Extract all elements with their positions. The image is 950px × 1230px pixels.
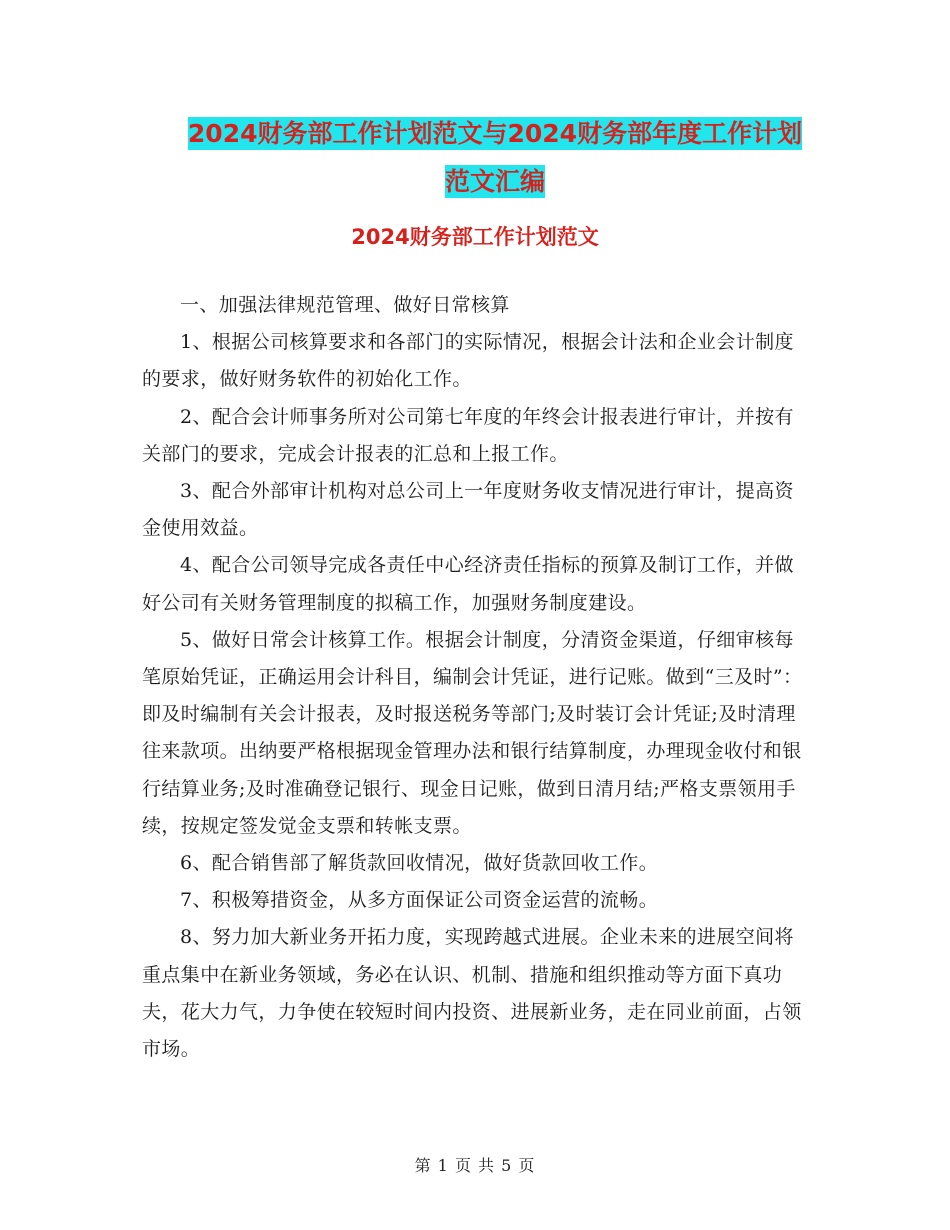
paragraph: 3、配合外部审计机构对总公司上一年度财务收支情况进行审计，提高资金使用效益。 [142, 480, 794, 540]
section-title: 2024财务部工作计划范文 [351, 225, 599, 249]
page-number-footer: 第 1 页 共 5 页 [414, 1156, 536, 1175]
paragraph: 8、努力加大新业务开拓力度，实现跨越式进展。企业未来的进展空间将重点集中在新业务领域，务必在认识、机制、措施和组织推动等方面下真功夫，花大力气，力争使在较短时间内投资、进展新业务，走在同业前面，占领市场。 [142, 926, 802, 1061]
paragraph: 4、配合公司领导完成各责任中心经济责任指标的预算及制订工作，并做好公司有关财务管理制度的拟稿工作，加强财务制度建设。 [142, 554, 794, 614]
paragraph: 2、配合会计师事务所对公司第七年度的年终会计报表进行审计，并按有关部门的要求，完成会计报表的汇总和上报工作。 [142, 405, 794, 465]
title-line-2: 范文汇编 [444, 167, 545, 196]
paragraph: 一、加强法律规范管理、做好日常核算 [180, 294, 510, 316]
paragraph: 6、配合销售部了解货款回收情况，做好货款回收工作。 [180, 852, 659, 875]
paragraph: 5、做好日常会计核算工作。根据会计制度，分清资金渠道，仔细审核每笔原始凭证，正确运用会计科目，编制会计凭证，进行记账。做到“三及时”：即及时编制有关会计报表，及时报送税务等部门;及时装订会计凭证;及时清理往来款项。出纳要严格根据现金管理办法和银行结算制度，办理现金收付和银行结算业务;及时准确登记银行、现金日记账，做到日清月结;严格支票领用手续，按规定签发觉金支票和转帐支票。 [142, 628, 803, 837]
document-body [142, 287, 812, 1068]
title-line-1: 2024财务部工作计划范文与2024财务部年度工作计划 [187, 119, 803, 148]
document-title [140, 110, 850, 206]
paragraph: 7、积极筹措资金，从多方面保证公司资金运营的流畅。 [180, 889, 659, 912]
paragraph: 1、根据公司核算要求和各部门的实际情况，根据会计法和企业会计制度的要求，做好财务软件的初始化工作。 [142, 331, 794, 391]
